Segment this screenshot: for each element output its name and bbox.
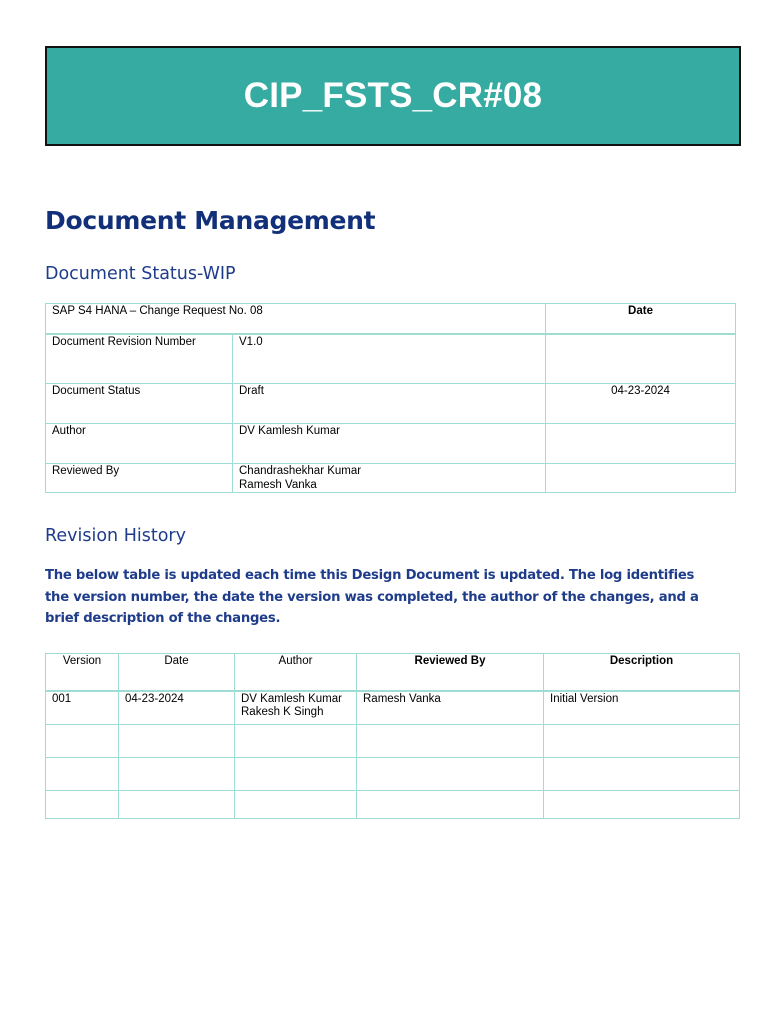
revision-history-table [45,653,740,819]
table-row [46,791,740,819]
section-heading-document-management: Document Management [45,206,376,235]
author-cell [235,725,357,758]
date-cell [119,758,235,791]
date-header-cell: Date [546,304,736,334]
reviewer-name: Chandrashekhar Kumar [239,465,362,477]
table-row [46,424,736,464]
title-banner [45,46,741,146]
author-cell [235,791,357,819]
table-row [46,758,740,791]
section-heading-document-status: Document Status-WIP [45,264,236,284]
document-status-table [45,303,736,493]
row-value: Draft [233,384,546,424]
row-date [546,464,736,493]
table-row [46,691,740,725]
reviewer-name: Ramesh Vanka [239,478,317,491]
row-label: Document Status [46,384,233,424]
change-request-title-cell: SAP S4 HANA – Change Request No. 08 [46,304,546,334]
column-header-author: Author [235,654,357,691]
author-name: Rakesh K Singh [241,706,324,718]
section-heading-revision-history: Revision History [45,526,186,546]
row-label: Document Revision Number [46,334,233,384]
table-row [46,304,736,334]
reviewed-by-cell [357,791,544,819]
column-header-reviewed-by: Reviewed By [357,654,544,691]
description-cell [544,791,740,819]
column-header-description: Description [544,654,740,691]
version-cell [46,758,119,791]
revision-intro-text: The below table is updated each time this Design Document is updated. The log identifies the version number, the date the version was completed, the author of the changes, and a brief description of the changes. [45,568,699,626]
table-row [46,334,736,384]
row-label: Reviewed By [46,464,233,493]
author-name: DV Kamlesh Kumar [241,692,342,705]
description-cell [544,725,740,758]
date-cell [119,791,235,819]
description-cell: Initial Version [544,691,740,725]
version-cell [46,791,119,819]
column-header-date: Date [119,654,235,691]
table-row [46,384,736,424]
author-cell [235,758,357,791]
row-date [546,334,736,384]
reviewed-by-cell [357,725,544,758]
row-value: V1.0 [233,334,546,384]
table-row [46,464,736,493]
row-value [233,464,546,493]
row-label: Author [46,424,233,464]
date-cell [119,725,235,758]
table-header-row [46,654,740,691]
date-cell: 04-23-2024 [119,691,235,725]
description-cell [544,758,740,791]
column-header-version: Version [46,654,119,691]
row-date [546,424,736,464]
version-cell: 001 [46,691,119,725]
version-cell [46,725,119,758]
reviewed-by-cell [357,758,544,791]
row-date: 04-23-2024 [546,384,736,424]
reviewed-by-cell: Ramesh Vanka [357,691,544,725]
document-title: CIP_FSTS_CR#08 [243,76,543,115]
table-row [46,725,740,758]
author-cell [235,691,357,725]
row-value: DV Kamlesh Kumar [233,424,546,464]
